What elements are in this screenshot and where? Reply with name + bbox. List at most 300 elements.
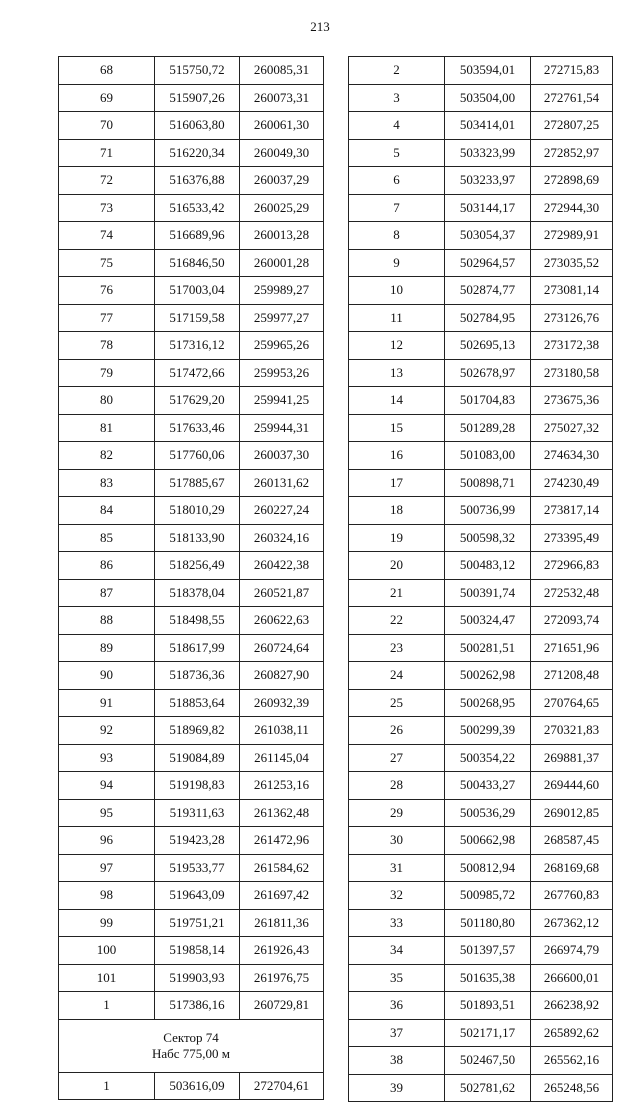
point-number-cell: 24 — [349, 662, 445, 690]
point-number-cell: 71 — [59, 139, 155, 167]
y-coordinate-cell: 273035,52 — [531, 249, 613, 277]
table-row — [59, 167, 324, 195]
x-coordinate-cell: 517885,67 — [155, 469, 240, 497]
point-number-cell: 83 — [59, 469, 155, 497]
point-number-cell: 92 — [59, 717, 155, 745]
table-row — [349, 937, 613, 965]
y-coordinate-cell: 270321,83 — [531, 717, 613, 745]
y-coordinate-cell: 272807,25 — [531, 112, 613, 140]
x-coordinate-cell: 502964,57 — [445, 249, 531, 277]
y-coordinate-cell: 273180,58 — [531, 359, 613, 387]
table-row — [349, 1074, 613, 1102]
x-coordinate-cell: 517629,20 — [155, 387, 240, 415]
table-row — [349, 717, 613, 745]
table-row — [59, 854, 324, 882]
table-row — [349, 1047, 613, 1075]
point-number-cell: 14 — [349, 387, 445, 415]
y-coordinate-cell: 261697,42 — [240, 882, 324, 910]
x-coordinate-cell: 503054,37 — [445, 222, 531, 250]
x-coordinate-cell: 502784,95 — [445, 304, 531, 332]
point-number-cell: 13 — [349, 359, 445, 387]
y-coordinate-cell: 272944,30 — [531, 194, 613, 222]
y-coordinate-cell: 261038,11 — [240, 717, 324, 745]
point-number-cell: 29 — [349, 799, 445, 827]
y-coordinate-cell: 272715,83 — [531, 57, 613, 85]
y-coordinate-cell: 261811,36 — [240, 909, 324, 937]
table-row — [349, 689, 613, 717]
table-row — [349, 84, 613, 112]
point-number-cell: 19 — [349, 524, 445, 552]
table-row — [59, 387, 324, 415]
y-coordinate-cell: 260521,87 — [240, 579, 324, 607]
y-coordinate-cell: 265248,56 — [531, 1074, 613, 1102]
table-row — [349, 387, 613, 415]
x-coordinate-cell: 501704,83 — [445, 387, 531, 415]
table-row — [59, 497, 324, 525]
y-coordinate-cell: 273081,14 — [531, 277, 613, 305]
point-number-cell: 26 — [349, 717, 445, 745]
x-coordinate-cell: 503594,01 — [445, 57, 531, 85]
point-number-cell: 84 — [59, 497, 155, 525]
y-coordinate-cell: 260227,24 — [240, 497, 324, 525]
x-coordinate-cell: 501289,28 — [445, 414, 531, 442]
table-row — [59, 579, 324, 607]
x-coordinate-cell: 500324,47 — [445, 607, 531, 635]
table-row — [59, 57, 324, 85]
x-coordinate-cell: 517633,46 — [155, 414, 240, 442]
point-number-cell: 73 — [59, 194, 155, 222]
y-coordinate-cell: 273395,49 — [531, 524, 613, 552]
x-coordinate-cell: 500354,22 — [445, 744, 531, 772]
coordinates-table-right — [348, 56, 613, 1102]
y-coordinate-cell: 259977,27 — [240, 304, 324, 332]
point-number-cell: 18 — [349, 497, 445, 525]
x-coordinate-cell: 502781,62 — [445, 1074, 531, 1102]
x-coordinate-cell: 519751,21 — [155, 909, 240, 937]
y-coordinate-cell: 271651,96 — [531, 634, 613, 662]
point-number-cell: 30 — [349, 827, 445, 855]
x-coordinate-cell: 516846,50 — [155, 249, 240, 277]
table-row — [59, 277, 324, 305]
point-number-cell: 82 — [59, 442, 155, 470]
table-row — [349, 607, 613, 635]
x-coordinate-cell: 500391,74 — [445, 579, 531, 607]
point-number-cell: 7 — [349, 194, 445, 222]
y-coordinate-cell: 274634,30 — [531, 442, 613, 470]
point-number-cell: 36 — [349, 992, 445, 1020]
table-row — [349, 359, 613, 387]
y-coordinate-cell: 273675,36 — [531, 387, 613, 415]
table-row — [59, 662, 324, 690]
x-coordinate-cell: 501397,57 — [445, 937, 531, 965]
y-coordinate-cell: 268587,45 — [531, 827, 613, 855]
x-coordinate-cell: 500736,99 — [445, 497, 531, 525]
table-row — [349, 414, 613, 442]
x-coordinate-cell: 503233,97 — [445, 167, 531, 195]
x-coordinate-cell: 516689,96 — [155, 222, 240, 250]
table-row — [349, 167, 613, 195]
point-number-cell: 32 — [349, 882, 445, 910]
point-number-cell: 93 — [59, 744, 155, 772]
coordinates-table-left — [58, 56, 324, 1100]
table-row — [59, 717, 324, 745]
x-coordinate-cell: 518736,36 — [155, 662, 240, 690]
table-row — [349, 249, 613, 277]
point-number-cell: 3 — [349, 84, 445, 112]
y-coordinate-cell: 260324,16 — [240, 524, 324, 552]
x-coordinate-cell: 516376,88 — [155, 167, 240, 195]
table-row — [349, 304, 613, 332]
y-coordinate-cell: 259965,26 — [240, 332, 324, 360]
point-number-cell: 38 — [349, 1047, 445, 1075]
table-row — [59, 607, 324, 635]
x-coordinate-cell: 519643,09 — [155, 882, 240, 910]
table-row — [59, 552, 324, 580]
y-coordinate-cell: 272532,48 — [531, 579, 613, 607]
point-number-cell: 9 — [349, 249, 445, 277]
x-coordinate-cell: 519198,83 — [155, 772, 240, 800]
point-number-cell: 77 — [59, 304, 155, 332]
y-coordinate-cell: 270764,65 — [531, 689, 613, 717]
table-row — [349, 992, 613, 1020]
y-coordinate-cell: 272966,83 — [531, 552, 613, 580]
x-coordinate-cell: 503616,09 — [155, 1072, 240, 1100]
x-coordinate-cell: 518256,49 — [155, 552, 240, 580]
point-number-cell: 1 — [59, 1072, 155, 1100]
y-coordinate-cell: 260025,29 — [240, 194, 324, 222]
point-number-cell: 21 — [349, 579, 445, 607]
x-coordinate-cell: 500985,72 — [445, 882, 531, 910]
point-number-cell: 27 — [349, 744, 445, 772]
y-coordinate-cell: 272093,74 — [531, 607, 613, 635]
x-coordinate-cell: 518133,90 — [155, 524, 240, 552]
y-coordinate-cell: 266238,92 — [531, 992, 613, 1020]
point-number-cell: 95 — [59, 799, 155, 827]
table-row — [59, 772, 324, 800]
x-coordinate-cell: 500536,29 — [445, 799, 531, 827]
y-coordinate-cell: 260013,28 — [240, 222, 324, 250]
y-coordinate-cell: 266600,01 — [531, 964, 613, 992]
y-coordinate-cell: 260932,39 — [240, 689, 324, 717]
y-coordinate-cell: 261472,96 — [240, 827, 324, 855]
table-row — [59, 469, 324, 497]
y-coordinate-cell: 261253,16 — [240, 772, 324, 800]
table-row — [349, 277, 613, 305]
x-coordinate-cell: 500483,12 — [445, 552, 531, 580]
y-coordinate-cell: 261584,62 — [240, 854, 324, 882]
x-coordinate-cell: 519423,28 — [155, 827, 240, 855]
table-row — [59, 634, 324, 662]
y-coordinate-cell: 265562,16 — [531, 1047, 613, 1075]
table-row — [349, 772, 613, 800]
point-number-cell: 87 — [59, 579, 155, 607]
x-coordinate-cell: 518498,55 — [155, 607, 240, 635]
table-row — [59, 112, 324, 140]
x-coordinate-cell: 519858,14 — [155, 937, 240, 965]
point-number-cell: 12 — [349, 332, 445, 360]
y-coordinate-cell: 272852,97 — [531, 139, 613, 167]
point-number-cell: 39 — [349, 1074, 445, 1102]
x-coordinate-cell: 500281,51 — [445, 634, 531, 662]
table-row — [349, 57, 613, 85]
point-number-cell: 22 — [349, 607, 445, 635]
point-number-cell: 20 — [349, 552, 445, 580]
table-row — [59, 442, 324, 470]
table-row — [59, 689, 324, 717]
table-row — [59, 222, 324, 250]
y-coordinate-cell: 261362,48 — [240, 799, 324, 827]
table-row — [59, 909, 324, 937]
table-row — [349, 497, 613, 525]
x-coordinate-cell: 501635,38 — [445, 964, 531, 992]
y-coordinate-cell: 261926,43 — [240, 937, 324, 965]
y-coordinate-cell: 272989,91 — [531, 222, 613, 250]
table-row — [349, 139, 613, 167]
x-coordinate-cell: 500262,98 — [445, 662, 531, 690]
x-coordinate-cell: 500898,71 — [445, 469, 531, 497]
table-row — [349, 827, 613, 855]
y-coordinate-cell: 269444,60 — [531, 772, 613, 800]
x-coordinate-cell: 519533,77 — [155, 854, 240, 882]
y-coordinate-cell: 273126,76 — [531, 304, 613, 332]
y-coordinate-cell: 272761,54 — [531, 84, 613, 112]
point-number-cell: 98 — [59, 882, 155, 910]
y-coordinate-cell: 261976,75 — [240, 964, 324, 992]
y-coordinate-cell: 272704,61 — [240, 1072, 324, 1100]
point-number-cell: 88 — [59, 607, 155, 635]
table-row — [349, 964, 613, 992]
x-coordinate-cell: 502695,13 — [445, 332, 531, 360]
x-coordinate-cell: 518853,64 — [155, 689, 240, 717]
point-number-cell: 79 — [59, 359, 155, 387]
point-number-cell: 91 — [59, 689, 155, 717]
point-number-cell: 72 — [59, 167, 155, 195]
section-header-row — [59, 1019, 324, 1072]
y-coordinate-cell: 260037,29 — [240, 167, 324, 195]
x-coordinate-cell: 502467,50 — [445, 1047, 531, 1075]
x-coordinate-cell: 500268,95 — [445, 689, 531, 717]
x-coordinate-cell: 516533,42 — [155, 194, 240, 222]
table-row — [349, 579, 613, 607]
y-coordinate-cell: 271208,48 — [531, 662, 613, 690]
table-row — [349, 112, 613, 140]
table-row — [349, 552, 613, 580]
point-number-cell: 1 — [59, 992, 155, 1020]
x-coordinate-cell: 502678,97 — [445, 359, 531, 387]
point-number-cell: 70 — [59, 112, 155, 140]
x-coordinate-cell: 500662,98 — [445, 827, 531, 855]
point-number-cell: 15 — [349, 414, 445, 442]
y-coordinate-cell: 260729,81 — [240, 992, 324, 1020]
table-row — [349, 194, 613, 222]
table-row — [59, 359, 324, 387]
point-number-cell: 86 — [59, 552, 155, 580]
y-coordinate-cell: 260827,90 — [240, 662, 324, 690]
point-number-cell: 28 — [349, 772, 445, 800]
x-coordinate-cell: 503504,00 — [445, 84, 531, 112]
y-coordinate-cell: 259953,26 — [240, 359, 324, 387]
table-row — [349, 332, 613, 360]
y-coordinate-cell: 272898,69 — [531, 167, 613, 195]
y-coordinate-cell: 268169,68 — [531, 854, 613, 882]
point-number-cell: 89 — [59, 634, 155, 662]
y-coordinate-cell: 273172,38 — [531, 332, 613, 360]
x-coordinate-cell: 503414,01 — [445, 112, 531, 140]
x-coordinate-cell: 518969,82 — [155, 717, 240, 745]
point-number-cell: 94 — [59, 772, 155, 800]
table-row — [349, 469, 613, 497]
table-row — [59, 249, 324, 277]
point-number-cell: 11 — [349, 304, 445, 332]
point-number-cell: 75 — [59, 249, 155, 277]
y-coordinate-cell: 265892,62 — [531, 1019, 613, 1047]
table-row — [59, 799, 324, 827]
y-coordinate-cell: 260422,38 — [240, 552, 324, 580]
table-row — [349, 799, 613, 827]
x-coordinate-cell: 517316,12 — [155, 332, 240, 360]
point-number-cell: 101 — [59, 964, 155, 992]
y-coordinate-cell: 260724,64 — [240, 634, 324, 662]
x-coordinate-cell: 517159,58 — [155, 304, 240, 332]
y-coordinate-cell: 260622,63 — [240, 607, 324, 635]
x-coordinate-cell: 501893,51 — [445, 992, 531, 1020]
table-row — [349, 634, 613, 662]
x-coordinate-cell: 515907,26 — [155, 84, 240, 112]
y-coordinate-cell: 260073,31 — [240, 84, 324, 112]
point-number-cell: 97 — [59, 854, 155, 882]
y-coordinate-cell: 261145,04 — [240, 744, 324, 772]
y-coordinate-cell: 275027,32 — [531, 414, 613, 442]
x-coordinate-cell: 517760,06 — [155, 442, 240, 470]
y-coordinate-cell: 259941,25 — [240, 387, 324, 415]
y-coordinate-cell: 266974,79 — [531, 937, 613, 965]
point-number-cell: 16 — [349, 442, 445, 470]
x-coordinate-cell: 516220,34 — [155, 139, 240, 167]
section-height: Набс 775,00 м — [151, 1045, 231, 1061]
table-row — [59, 1072, 324, 1100]
point-number-cell: 99 — [59, 909, 155, 937]
x-coordinate-cell: 518617,99 — [155, 634, 240, 662]
point-number-cell: 31 — [349, 854, 445, 882]
y-coordinate-cell: 267362,12 — [531, 909, 613, 937]
x-coordinate-cell: 502874,77 — [445, 277, 531, 305]
y-coordinate-cell: 269012,85 — [531, 799, 613, 827]
point-number-cell: 68 — [59, 57, 155, 85]
table-row — [349, 222, 613, 250]
x-coordinate-cell: 502171,17 — [445, 1019, 531, 1047]
table-row — [59, 332, 324, 360]
table-row — [349, 744, 613, 772]
point-number-cell: 80 — [59, 387, 155, 415]
point-number-cell: 96 — [59, 827, 155, 855]
table-row — [59, 964, 324, 992]
section-header-cell — [59, 1019, 324, 1072]
point-number-cell: 81 — [59, 414, 155, 442]
table-row — [59, 414, 324, 442]
table-row — [59, 827, 324, 855]
point-number-cell: 2 — [349, 57, 445, 85]
y-coordinate-cell: 260131,62 — [240, 469, 324, 497]
table-row — [59, 84, 324, 112]
y-coordinate-cell: 259944,31 — [240, 414, 324, 442]
x-coordinate-cell: 501180,80 — [445, 909, 531, 937]
point-number-cell: 37 — [349, 1019, 445, 1047]
point-number-cell: 6 — [349, 167, 445, 195]
table-row — [59, 744, 324, 772]
y-coordinate-cell: 260001,28 — [240, 249, 324, 277]
point-number-cell: 10 — [349, 277, 445, 305]
point-number-cell: 25 — [349, 689, 445, 717]
x-coordinate-cell: 503144,17 — [445, 194, 531, 222]
y-coordinate-cell: 267760,83 — [531, 882, 613, 910]
y-coordinate-cell: 259989,27 — [240, 277, 324, 305]
point-number-cell: 78 — [59, 332, 155, 360]
y-coordinate-cell: 260085,31 — [240, 57, 324, 85]
x-coordinate-cell: 519311,63 — [155, 799, 240, 827]
table-row — [349, 524, 613, 552]
x-coordinate-cell: 519084,89 — [155, 744, 240, 772]
x-coordinate-cell: 518378,04 — [155, 579, 240, 607]
y-coordinate-cell: 260061,30 — [240, 112, 324, 140]
x-coordinate-cell: 500812,94 — [445, 854, 531, 882]
x-coordinate-cell: 500433,27 — [445, 772, 531, 800]
table-row — [349, 442, 613, 470]
x-coordinate-cell: 519903,93 — [155, 964, 240, 992]
table-row — [59, 937, 324, 965]
x-coordinate-cell: 515750,72 — [155, 57, 240, 85]
y-coordinate-cell: 269881,37 — [531, 744, 613, 772]
x-coordinate-cell: 516063,80 — [155, 112, 240, 140]
table-row — [349, 854, 613, 882]
x-coordinate-cell: 517003,04 — [155, 277, 240, 305]
table-row — [59, 194, 324, 222]
table-row — [349, 909, 613, 937]
x-coordinate-cell: 518010,29 — [155, 497, 240, 525]
x-coordinate-cell: 500299,39 — [445, 717, 531, 745]
x-coordinate-cell: 517386,16 — [155, 992, 240, 1020]
table-row — [59, 304, 324, 332]
point-number-cell: 69 — [59, 84, 155, 112]
point-number-cell: 85 — [59, 524, 155, 552]
point-number-cell: 4 — [349, 112, 445, 140]
point-number-cell: 76 — [59, 277, 155, 305]
point-number-cell: 23 — [349, 634, 445, 662]
point-number-cell: 8 — [349, 222, 445, 250]
y-coordinate-cell: 260049,30 — [240, 139, 324, 167]
point-number-cell: 5 — [349, 139, 445, 167]
table-row — [349, 1019, 613, 1047]
table-row — [59, 139, 324, 167]
page-number: 213 — [310, 19, 330, 34]
y-coordinate-cell: 274230,49 — [531, 469, 613, 497]
section-title: Сектор 74 — [163, 1029, 219, 1045]
x-coordinate-cell: 503323,99 — [445, 139, 531, 167]
x-coordinate-cell: 517472,66 — [155, 359, 240, 387]
table-row — [59, 524, 324, 552]
point-number-cell: 35 — [349, 964, 445, 992]
x-coordinate-cell: 500598,32 — [445, 524, 531, 552]
y-coordinate-cell: 273817,14 — [531, 497, 613, 525]
point-number-cell: 100 — [59, 937, 155, 965]
point-number-cell: 90 — [59, 662, 155, 690]
y-coordinate-cell: 260037,30 — [240, 442, 324, 470]
point-number-cell: 74 — [59, 222, 155, 250]
table-row — [349, 662, 613, 690]
point-number-cell: 17 — [349, 469, 445, 497]
x-coordinate-cell: 501083,00 — [445, 442, 531, 470]
point-number-cell: 33 — [349, 909, 445, 937]
point-number-cell: 34 — [349, 937, 445, 965]
